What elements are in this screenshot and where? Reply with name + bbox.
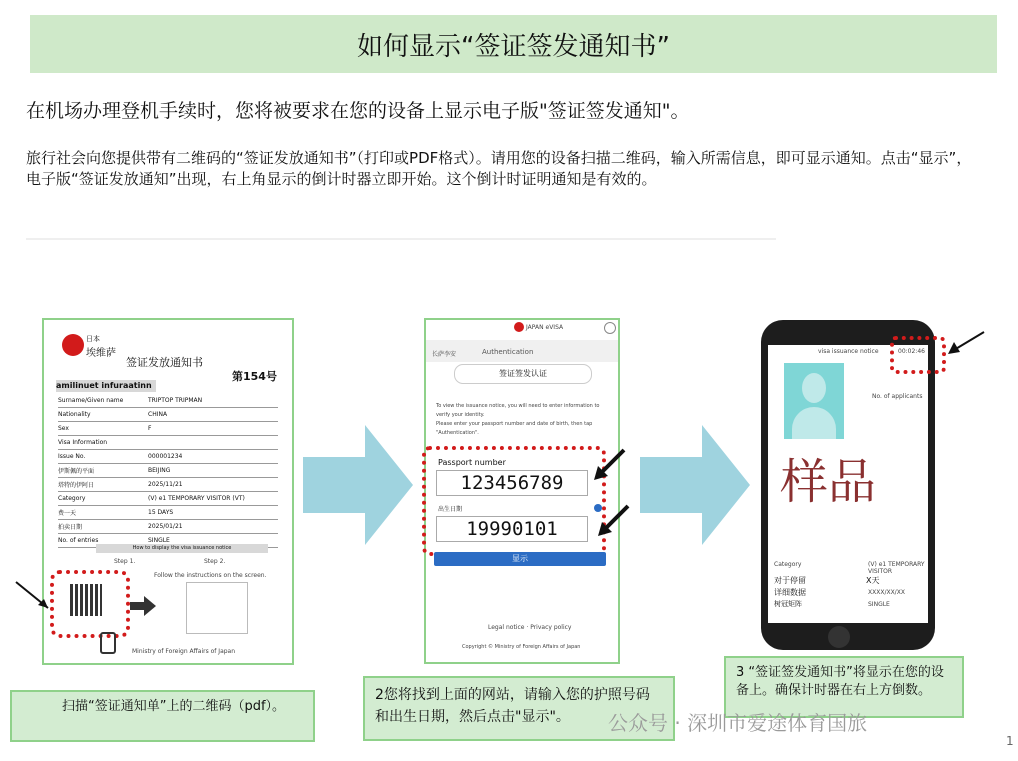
wechat-watermark — [608, 707, 867, 736]
passport-label: Passport number — [438, 458, 506, 467]
document-row — [58, 478, 278, 492]
watermark-text: 公众号 · 深圳市爱途体育国旅 — [608, 711, 868, 735]
row-value: 2025/11/21 — [148, 481, 183, 488]
countdown-timer: 00:02:46 — [898, 348, 925, 355]
instruction-line: Please enter your passport number and date of birth, then tap — [436, 421, 593, 427]
step2-label: Step 2. — [204, 558, 226, 565]
document-row — [58, 492, 278, 506]
category-label: Category — [774, 561, 802, 568]
screen-thumbnail — [186, 582, 248, 634]
row-label: Nationality — [58, 411, 91, 418]
row-value: SINGLE — [148, 537, 170, 544]
caption-step1: 扫描“签证通知单”上的二维码（pdf）。 — [10, 690, 315, 742]
document-rows — [58, 394, 278, 548]
pointer-arrow-timer-icon — [946, 330, 986, 356]
pointer-arrow-passport-icon — [592, 448, 626, 482]
divider — [26, 238, 776, 240]
authentication-screen — [424, 318, 620, 664]
document-row — [58, 520, 278, 534]
how-to-bar: How to display the visa issuance notice — [96, 544, 268, 553]
flow-arrow-2-icon — [640, 425, 750, 545]
tab-authentication[interactable]: Authentication — [482, 348, 534, 356]
page-title — [30, 15, 997, 73]
phone-hand-icon — [100, 632, 116, 654]
phone1-logo: JAPAN eVISA — [526, 324, 564, 331]
row-label: Visa Information — [58, 439, 108, 446]
flow-arrow-1-icon — [303, 425, 413, 545]
row-value: CHINA — [148, 411, 168, 418]
evisa-logo-icon — [514, 322, 524, 332]
body-paragraph: 旅行社会向您提供带有二维码的“签证发放通知书”（打印或PDF格式）。请用您的设备扫描二维码，输入所需信息，即可显示通知。点击“显示”，电子版“签证发放通知”出现，右上角显示的倒计时器立即开始。这个倒计时证明通知是有效的。 — [26, 149, 972, 188]
language-label: 长萨李安 — [432, 351, 457, 358]
section-header: amilinuet infuraatinn — [56, 380, 156, 392]
document-footer: Ministry of Foreign Affairs of Japan — [132, 648, 236, 655]
globe-icon[interactable] — [604, 322, 616, 334]
pointer-arrow-dob-icon — [596, 504, 630, 538]
auth-button[interactable]: 签证签发认证 — [454, 364, 592, 384]
detail-label: 详细数据 — [774, 588, 806, 597]
instruction-line: verify your identity. — [436, 412, 485, 418]
portrait-photo — [784, 363, 844, 439]
document-title: 签证发放通知书 — [126, 356, 203, 369]
instructions — [436, 402, 612, 438]
dob-label: 出生日期 — [438, 506, 463, 513]
stay-value: X天 — [866, 576, 880, 585]
row-label: Issue No. — [58, 453, 86, 460]
stay-label: 对于停留 — [774, 576, 806, 585]
evisa-logo-icon — [62, 334, 84, 356]
row-label: 伊斯佩的平面 — [58, 468, 95, 475]
right-arrow-icon — [130, 596, 156, 616]
row-label: Surname/Given name — [58, 397, 124, 404]
row-value: 2025/01/21 — [148, 523, 183, 530]
instruction-line: "Authentication". — [436, 430, 479, 436]
visa-notice-document — [42, 318, 294, 665]
document-row — [58, 436, 278, 450]
applicants-label: No. of applicants — [872, 393, 923, 400]
row-value: 15 DAYS — [148, 509, 174, 516]
row-value: (V) e1 TEMPORARY VISITOR (VT) — [148, 495, 245, 502]
caption-step2: 2您将找到上面的网站，请输入您的护照号码和出生日期，然后点击"显示"。 — [363, 676, 675, 741]
document-row — [58, 422, 278, 436]
row-value: TRIPTOP TRIPMAN — [148, 397, 203, 404]
row-value: BEIJING — [148, 467, 171, 474]
document-row — [58, 506, 278, 520]
row-label: 塔特的伊阿日 — [58, 482, 95, 489]
page-number: 1 — [1006, 734, 1014, 748]
notice-header: visa issuance notice — [818, 348, 879, 355]
row-label: 拍卖日期 — [58, 524, 83, 531]
qr-code-icon — [70, 584, 102, 616]
shoulders-icon — [792, 407, 836, 439]
visa-notice-screen — [768, 345, 928, 623]
dob-input[interactable]: 19990101 — [436, 516, 588, 542]
document-number: 第154号 — [232, 370, 277, 383]
footer-links[interactable]: Legal notice · Privacy policy — [488, 624, 572, 631]
passport-input[interactable]: 123456789 — [436, 470, 588, 496]
display-button[interactable]: 显示 — [434, 552, 606, 566]
row-label: No. of entries — [58, 537, 99, 544]
home-button-icon[interactable] — [828, 626, 850, 648]
follow-instructions: Follow the instructions on the screen. — [154, 572, 267, 579]
row-value: F — [148, 425, 152, 432]
entries-label: 树冠矩阵 — [774, 600, 802, 608]
document-row — [58, 394, 278, 408]
step1-label: Step 1. — [114, 558, 136, 565]
lead-paragraph: 在机场办理登机手续时，您将被要求在您的设备上显示电子版"签证签发通知"。 — [26, 100, 690, 122]
copyright: Copyright © Ministry of Foreign Affairs of Japan — [462, 644, 581, 650]
instruction-line: To view the issuance notice, you will need to enter information to — [436, 403, 600, 409]
document-row — [58, 464, 278, 478]
row-label: 费一天 — [58, 510, 77, 517]
head-icon — [802, 373, 826, 403]
entries-value: SINGLE — [868, 601, 890, 608]
category-value: (V) e1 TEMPORARY VISITOR — [868, 561, 925, 575]
row-label: Sex — [58, 425, 69, 432]
sample-watermark: 样品 — [780, 454, 877, 510]
page-title-text: 如何显示“签证签发通知书” — [357, 31, 670, 62]
document-row — [58, 450, 278, 464]
row-value: 000001234 — [148, 453, 183, 460]
logo-small-text: 日本 — [86, 335, 100, 343]
pointer-arrow-icon — [14, 580, 50, 610]
caption-step3: 3 “签证签发通知书”将显示在您的设备上。确保计时器在右上方倒数。 — [724, 656, 964, 718]
logo-text: 埃维萨 — [86, 348, 116, 359]
detail-value: XXXX/XX/XX — [868, 589, 905, 596]
timer-highlight — [890, 336, 946, 374]
row-label: Category — [58, 495, 86, 502]
document-row — [58, 408, 278, 422]
